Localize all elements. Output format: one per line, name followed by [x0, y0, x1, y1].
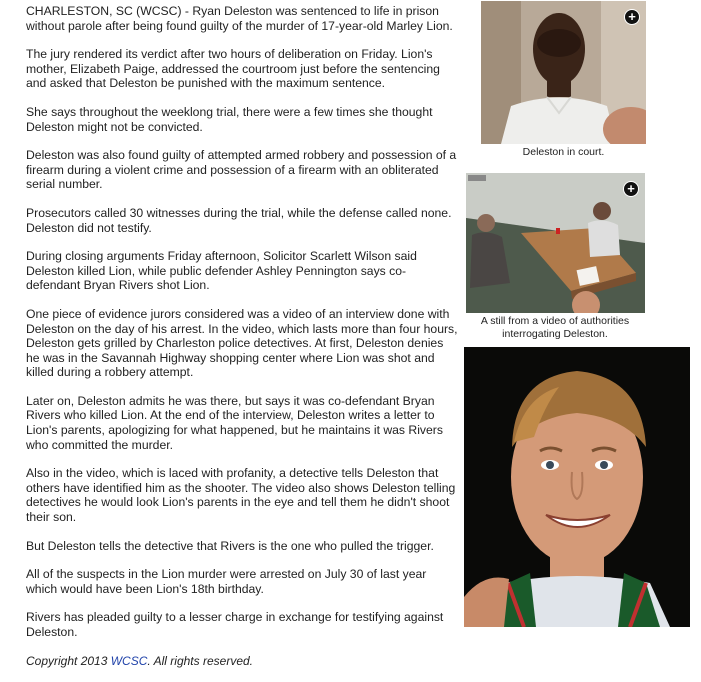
victim-photo [464, 347, 690, 627]
copyright-notice [26, 654, 460, 669]
copyright-suffix: . All rights reserved. [147, 653, 253, 668]
article-paragraph: Deleston was also found guilty of attempted armed robbery and possession of a firearm during a violent crime and possession of a firearm with an obliterated serial number. [26, 148, 457, 192]
article-paragraph: Rivers has pleaded guilty to a lesser charge in exchange for testifying against Deleston. [26, 610, 444, 639]
article-paragraph: Also in the video, which is laced with profanity, a detective tells Deleston that others have identified him as the shooter. The video also shows Deleston telling detectives he would look Lion's parents in the eye and tell them he didn't shoot their son. [26, 466, 456, 525]
article-paragraph: Later on, Deleston admits he was there, but says it was co-defendant Bryan Rivers who killed Lion. At the end of the interview, Deleston writes a letter to Lion's parents, apologizing for what happened, but he maintains it was Rivers who committed the murder. [26, 393, 443, 452]
interrogation-photo[interactable] [466, 173, 645, 313]
copyright-prefix: Copyright 2013 [26, 653, 111, 668]
article-paragraph: One piece of evidence jurors considered was a video of an interview done with Deleston on the day of his arrest. In the video, which lasts more than four hours, Deleston gets grilled by Charleston police detectives. At first, Deleston denies he was in the Savannah Highway shopping center where Lion was shot and killed during a robbery attempt. [26, 306, 458, 380]
article-paragraph: She says throughout the weeklong trial, there were a few times she thought Deleston might not be convicted. [26, 104, 433, 134]
article-paragraph: The jury rendered its verdict after two hours of deliberation on Friday. Lion's mother, Elizabeth Paige, addressed the courtroom just before the sentencing and asked that Deleston be punished with the maximum sentence. [26, 47, 440, 91]
interrogation-photo-caption: A still from a video of authorities interrogating Deleston. [480, 315, 630, 340]
victim-photo-image [464, 347, 690, 627]
article-paragraph: During closing arguments Friday afternoon, Solicitor Scarlett Wilson said Deleston killed Lion, while public defender Ashley Pennington says co-defendant Bryan Rivers shot Lion. [26, 249, 417, 293]
article-paragraph: CHARLESTON, SC (WCSC) - Ryan Deleston was sentenced to life in prison without parole after being found guilty of the murder of 17-year-old Marley Lion. [26, 4, 453, 33]
article-paragraph: But Deleston tells the detective that Rivers is the one who pulled the trigger. [26, 538, 434, 553]
court-photo-caption: Deleston in court. [522, 146, 605, 158]
court-photo-image [481, 1, 646, 144]
interrogation-photo-image [466, 173, 645, 313]
expand-icon[interactable]: + [623, 181, 639, 197]
expand-icon[interactable]: + [624, 9, 640, 25]
wcsc-link[interactable]: WCSC [110, 653, 148, 668]
article-paragraph: Prosecutors called 30 witnesses during the trial, while the defense called none. Deleston did not testify. [26, 205, 452, 235]
court-photo[interactable] [481, 1, 646, 144]
article-body [26, 4, 460, 682]
article-paragraph: All of the suspects in the Lion murder were arrested on July 30 of last year which would have been Lion's 18th birthday. [26, 567, 427, 596]
